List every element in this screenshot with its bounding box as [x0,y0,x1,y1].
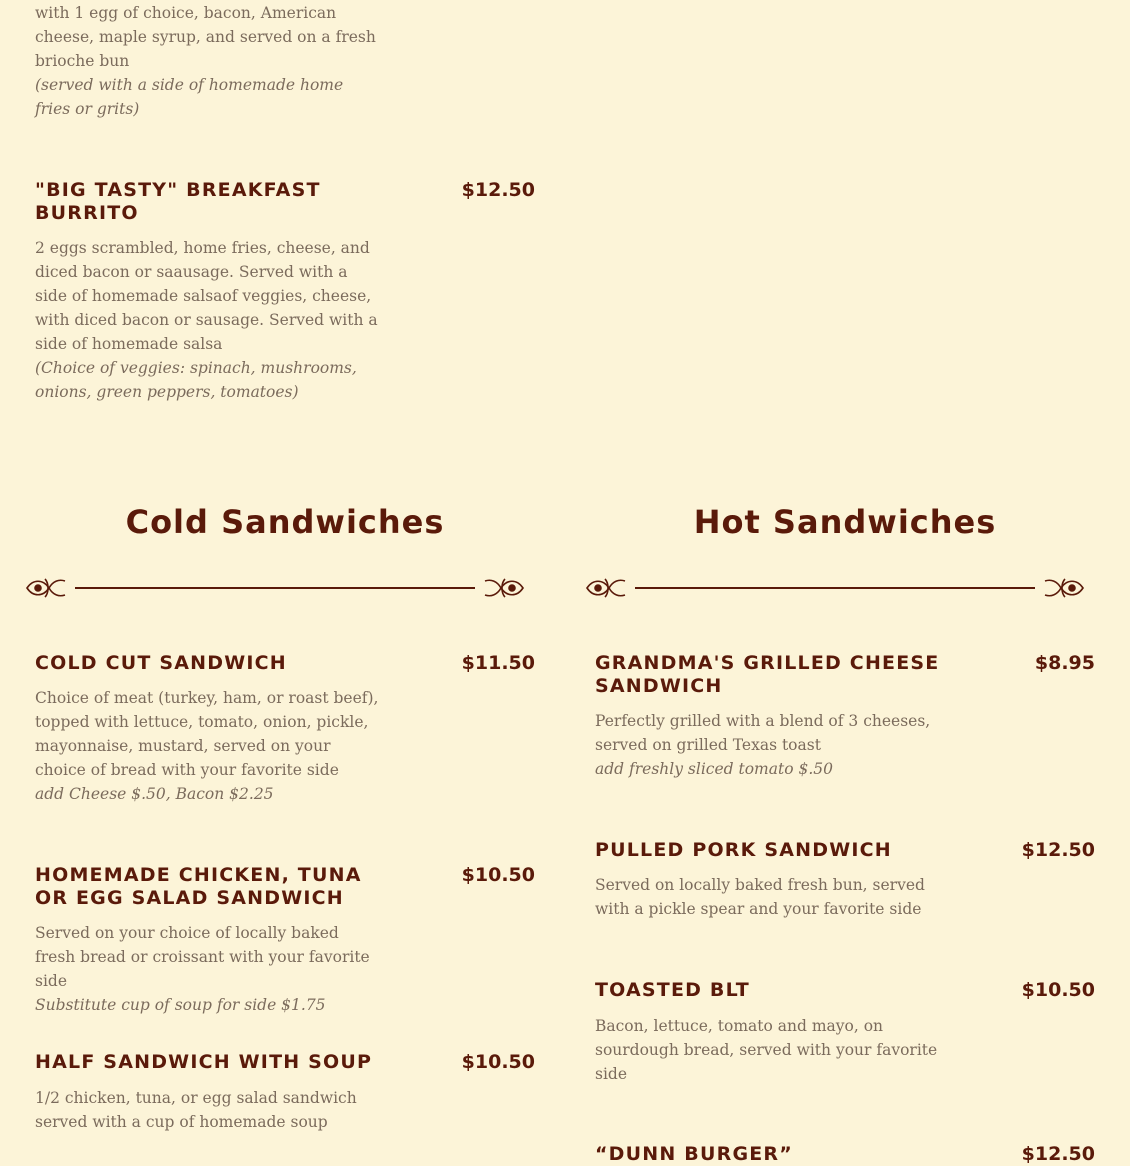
item-note: (served with a side of homemade home fries or grits) [35,76,344,118]
divider-line [75,587,475,589]
item-description: with 1 egg of choice, bacon, American cheese, maple syrup, and served on a fresh brioche bun (served with a side of homemade home fries or grits) [35,1,380,121]
item-note: (Choice of veggies: spinach, mushrooms, onions, green peppers, tomatoes) [35,359,357,401]
item-price: $10.50 [461,864,535,886]
item-name: GRANDMA'S GRILLED CHEESE SANDWICH [595,652,940,697]
section-divider [585,573,1085,603]
divider-line [635,587,1035,589]
item-name: PULLED PORK SANDWICH [595,839,892,861]
ornament-icon [1043,575,1085,601]
item-name: TOASTED BLT [595,979,750,1001]
section-divider [25,573,525,603]
ornament-icon [25,575,67,601]
item-name: “DUNN BURGER” [595,1143,793,1165]
item-description: Choice of meat (turkey, ham, or roast beef), topped with lettuce, tomato, onion, pickle, mayonnaise, mustard, served on your choice of bread with your favorite side add Cheese $.50, Bacon $2.25 [35,686,380,806]
item-note: add Cheese $.50, Bacon $2.25 [35,785,274,803]
item-description: 2 eggs scrambled, home fries, cheese, and diced bacon or saausage. Served with a side of homemade salsaof veggies, cheese, with diced bacon or sausage. Served with a side of homemade salsa (Choice of veggies: spinach, mushrooms, onions, green peppers, tomatoes) [35,236,380,404]
section-title: Hot Sandwiches [693,503,997,541]
item-price: $10.50 [461,1051,535,1073]
item-price: $11.50 [461,652,535,674]
item-description: Served on your choice of locally baked fresh bread or croissant with your favorite side Substitute cup of soup for side $1.75 [35,921,380,1017]
section-title: Cold Sandwiches [125,503,445,541]
item-price: $8.95 [1034,652,1095,674]
item-name: HALF SANDWICH WITH SOUP [35,1051,373,1073]
item-price: $10.50 [1021,979,1095,1001]
item-name: "BIG TASTY" BREAKFAST BURRITO [35,179,321,224]
item-price: $12.50 [1021,1143,1095,1165]
item-note: add freshly sliced tomato $.50 [595,760,833,778]
item-name: COLD CUT SANDWICH [35,652,287,674]
ornament-icon [483,575,525,601]
item-price: $12.50 [1021,839,1095,861]
item-name: HOMEMADE CHICKEN, TUNA OR EGG SALAD SANDWICH [35,864,362,909]
item-description: Bacon, lettuce, tomato and mayo, on sourdough bread, served with your favorite side [595,1017,938,1083]
ornament-icon [585,575,627,601]
item-description: Perfectly grilled with a blend of 3 cheeses, served on grilled Texas toast add freshly sliced tomato $.50 [595,709,940,781]
item-price: $12.50 [461,179,535,201]
item-description: 1/2 chicken, tuna, or egg salad sandwich served with a cup of homemade soup [35,1089,357,1131]
item-description: Served on locally baked fresh bun, served with a pickle spear and your favorite side [595,876,925,918]
item-note: Substitute cup of soup for side $1.75 [35,996,326,1014]
